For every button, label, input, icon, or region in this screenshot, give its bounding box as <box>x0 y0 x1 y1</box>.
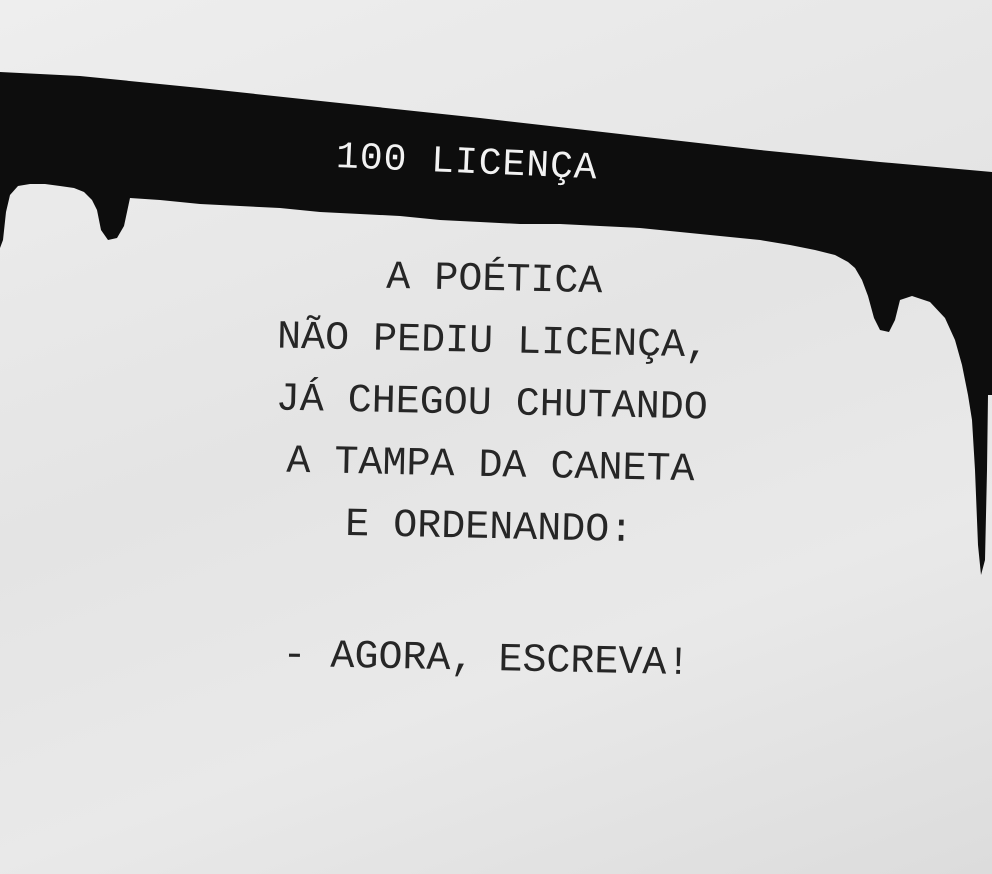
poem-line: E ORDENANDO: <box>344 502 634 554</box>
poem-line: NÃO PEDIU LICENÇA, <box>276 315 710 370</box>
poem-line: JÁ CHEGOU CHUTANDO <box>275 377 709 432</box>
poem-line: A POÉTICA <box>385 255 603 306</box>
chapter-title: 100 LICENÇA <box>335 136 599 191</box>
poem-block <box>191 244 790 698</box>
poem-closing-line: - AGORA, ESCREVA! <box>281 633 691 688</box>
poem-line: A TAMPA DA CANETA <box>285 439 695 494</box>
stanza-gap <box>192 554 783 636</box>
